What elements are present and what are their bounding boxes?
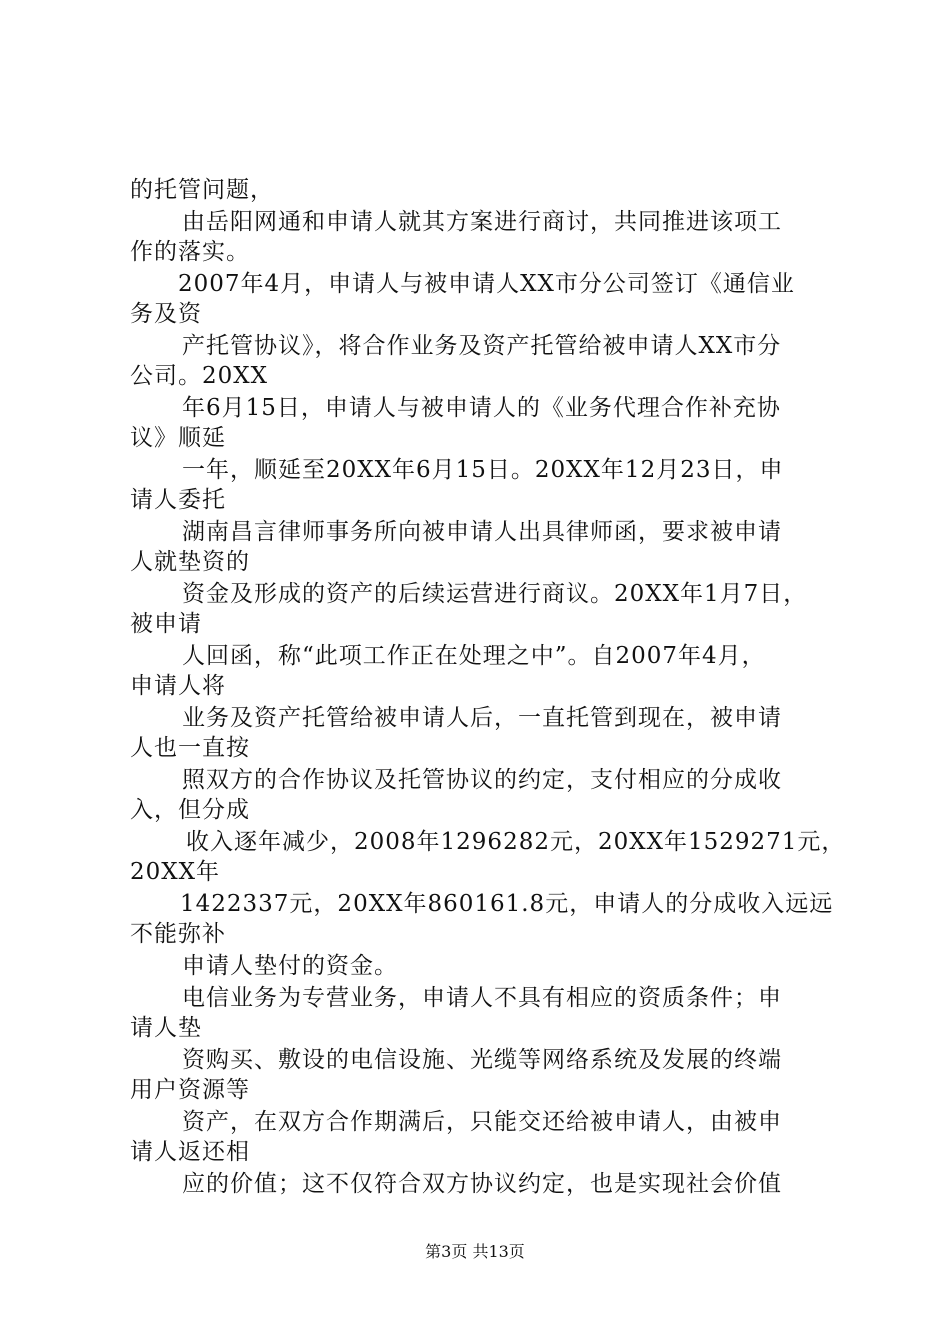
text-line: 公司。20XX	[130, 363, 269, 389]
text-line: 2007年4月，申请人与被申请人XX市分公司签订《通信业	[178, 271, 795, 297]
text-line: 请人垫	[130, 1015, 202, 1041]
text-line: 产托管协议》，将合作业务及资产托管给被申请人XX市分	[182, 333, 782, 359]
text-line: 人也一直按	[130, 735, 250, 761]
text-line: 作的落实。	[130, 239, 250, 265]
text-line: 用户资源等	[130, 1077, 250, 1103]
text-line: 的托管问题，	[130, 177, 274, 203]
text-line: 资产，在双方合作期满后，只能交还给被申请人，由被申	[182, 1109, 782, 1135]
text-line: 不能弥补	[130, 921, 226, 947]
text-line: 20XX年	[130, 859, 221, 885]
text-line: 应的价值；这不仅符合双方协议约定，也是实现社会价值	[182, 1171, 782, 1197]
text-line: 申请人垫付的资金。	[182, 953, 398, 979]
text-line: 1422337元，20XX年860161.8元，申请人的分成收入远远	[180, 891, 834, 917]
text-line: 业务及资产托管给被申请人后，一直托管到现在，被申请	[182, 705, 782, 731]
text-line: 人就垫资的	[130, 549, 250, 575]
text-line: 一年，顺延至20XX年6月15日。20XX年12月23日，申	[182, 457, 784, 483]
text-line: 入，但分成	[130, 797, 250, 823]
text-line: 人回函，称“此项工作正在处理之中”。自2007年4月，	[182, 643, 766, 669]
text-line: 资购买、敷设的电信设施、光缆等网络系统及发展的终端	[182, 1047, 782, 1073]
text-line: 请人返还相	[130, 1139, 250, 1165]
text-line: 年6月15日，申请人与被申请人的《业务代理合作补充协	[182, 395, 781, 421]
text-line: 被申请	[130, 611, 202, 637]
text-line: 照双方的合作协议及托管协议的约定，支付相应的分成收	[182, 767, 782, 793]
text-line: 请人委托	[130, 487, 226, 513]
text-line: 由岳阳网通和申请人就其方案进行商讨，共同推进该项工	[182, 209, 782, 235]
text-line: 资金及形成的资产的后续运营进行商议。20XX年1月7日，	[182, 581, 808, 607]
text-line: 申请人将	[130, 673, 226, 699]
text-line: 电信业务为专营业务，申请人不具有相应的资质条件；申	[182, 985, 782, 1011]
text-line: 务及资	[130, 301, 202, 327]
page-number-footer: 第3页 共13页	[425, 1242, 525, 1261]
text-line: 议》顺延	[130, 425, 226, 451]
text-line: 湖南昌言律师事务所向被申请人出具律师函，要求被申请	[182, 519, 782, 545]
text-line: 收入逐年减少，2008年1296282元，20XX年1529271元，	[186, 829, 846, 855]
